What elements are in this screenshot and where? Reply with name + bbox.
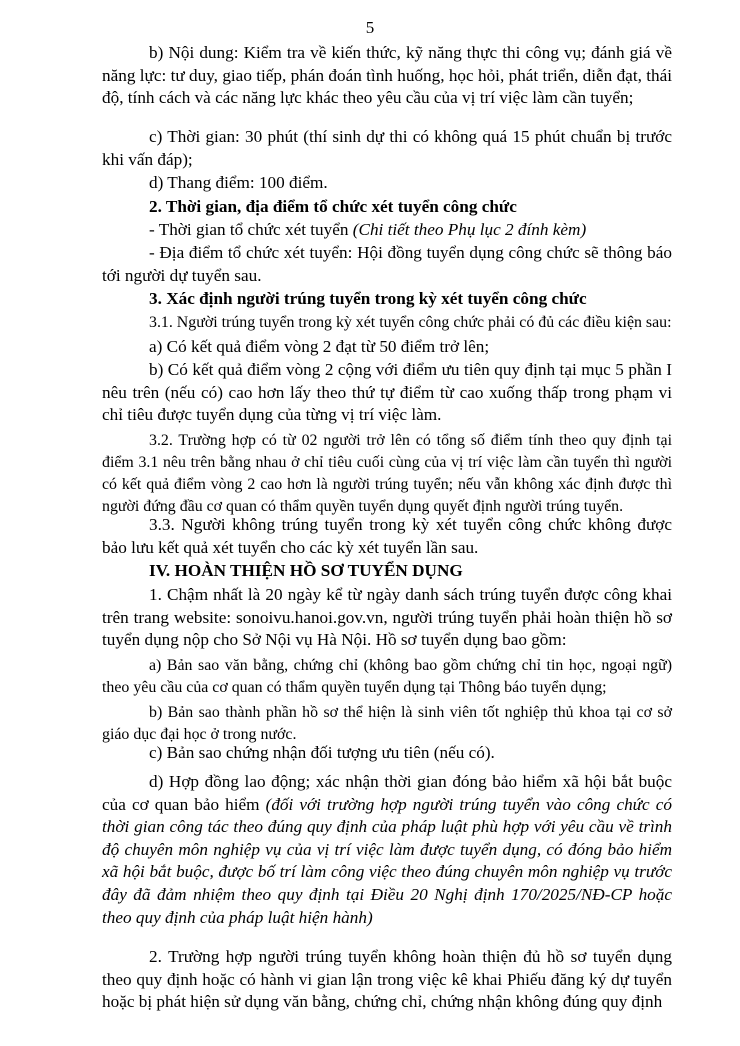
paragraph-iv-2: 2. Trường hợp người trúng tuyển không hoàn thiện đủ hồ sơ tuyển dụng theo quy định hoặc có hành vi gian lận trong việc kê khai Phiếu đăng ký dự tuyển hoặc bị phát hiện sử dụng văn bằng, chứng chỉ, chứng nhận không đúng quy định bbox=[102, 947, 672, 1012]
paragraph-3-2: 3.2. Trường hợp có từ 02 người trở lên có tổng số điểm tính theo quy định tại điểm 3.1 nêu trên bằng nhau ở chỉ tiêu cuối cùng của vị trí việc làm cần tuyển thì người có kết quả điểm vòng 2 cao hơn là người trúng tuyển; nếu vẫn không xác định được thì người đứng đầu cơ quan có thẩm quyền tuyển dụng quyết định người trúng tuyển. bbox=[102, 432, 672, 515]
paragraph-time: c) Thời gian: 30 phút (thí sinh dự thi có không quá 15 phút chuẩn bị trước khi vấn đáp); bbox=[102, 127, 672, 169]
heading-section-iv: IV. HOÀN THIỆN HỒ SƠ TUYỂN DỤNG bbox=[149, 561, 463, 580]
contract-note: (đối với trường hợp người trúng tuyển vào công chức có thời gian công tác theo đúng quy định của pháp luật phù hợp với yêu cầu về trình độ chuyên môn nghiệp vụ của vị trí việc làm được tuyển dụng, có đóng bảo hiểm xã hội bắt buộc, được bố trí làm công việc theo đúng chuyên môn nghiệp vụ trước đây đã đảm nhiệm theo quy định tại Điều 20 Nghị định 170/2025/NĐ-CP hoặc theo quy định của pháp luật hiện hành) bbox=[102, 794, 672, 927]
paragraph-3-1-b: b) Có kết quả điểm vòng 2 cộng với điểm ưu tiên quy định tại mục 5 phần I nêu trên (nếu có) cao hơn lấy theo thứ tự điểm từ cao xuống thấp trong phạm vi chỉ tiêu được tuyển dụng của từng vị trí việc làm. bbox=[102, 360, 672, 425]
heading-winner: 3. Xác định người trúng tuyển trong kỳ xét tuyển công chức bbox=[149, 289, 587, 308]
paragraph-time-schedule bbox=[102, 219, 672, 242]
page-number: 5 bbox=[365, 18, 375, 37]
paragraph-scale: d) Thang điểm: 100 điểm. bbox=[149, 173, 328, 192]
appendix-reference: (Chi tiết theo Phụ lục 2 đính kèm) bbox=[352, 220, 587, 239]
time-schedule-text: - Thời gian tổ chức xét tuyển bbox=[149, 220, 353, 239]
paragraph-iv-1-a: a) Bản sao văn bằng, chứng chỉ (không bao gồm chứng chỉ tin học, ngoại ngữ) theo yêu cầu của cơ quan có thẩm quyền tuyển dụng tại Thông báo tuyển dụng; bbox=[102, 657, 672, 696]
heading-time-location: 2. Thời gian, địa điểm tổ chức xét tuyển công chức bbox=[149, 197, 517, 216]
paragraph-iv-1-b: b) Bản sao thành phần hồ sơ thể hiện là sinh viên tốt nghiệp thủ khoa tại cơ sở giáo dục đại học ở trong nước. bbox=[102, 704, 672, 743]
contract-text: d) Hợp đồng lao động; xác nhận thời gian đóng bảo hiểm xã hội bắt buộc của cơ quan bảo hiểm bbox=[102, 772, 672, 814]
paragraph-3-3: 3.3. Người không trúng tuyển trong kỳ xét tuyển công chức không được bảo lưu kết quả xét tuyển cho các kỳ xét tuyển lần sau. bbox=[102, 515, 672, 557]
paragraph-location: - Địa điểm tổ chức xét tuyển: Hội đồng tuyển dụng công chức sẽ thông báo tới người dự tuyển sau. bbox=[102, 243, 672, 285]
paragraph-iv-1: 1. Chậm nhất là 20 ngày kể từ ngày danh sách trúng tuyển được công khai trên trang website: sonoivu.hanoi.gov.vn, người trúng tuyển phải hoàn thiện hồ sơ tuyển dụng nộp cho Sở Nội vụ Hà Nội. Hồ sơ tuyển dụng bao gồm: bbox=[102, 585, 672, 650]
paragraph-3-1: 3.1. Người trúng tuyển trong kỳ xét tuyển công chức phải có đủ các điều kiện sau: bbox=[149, 314, 672, 331]
paragraph-iv-1-d bbox=[102, 771, 672, 929]
paragraph-3-1-a: a) Có kết quả điểm vòng 2 đạt từ 50 điểm trở lên; bbox=[149, 337, 490, 356]
paragraph-iv-1-c: c) Bản sao chứng nhận đối tượng ưu tiên (nếu có). bbox=[149, 743, 495, 762]
paragraph-content: b) Nội dung: Kiểm tra về kiến thức, kỹ năng thực thi công vụ; đánh giá về năng lực: tư duy, giao tiếp, phán đoán tình huống, học hỏi, phát triển, diễn đạt, thái độ, tính cách và các năng lực khác theo yêu cầu của vị trí việc làm cần tuyển; bbox=[102, 43, 672, 108]
